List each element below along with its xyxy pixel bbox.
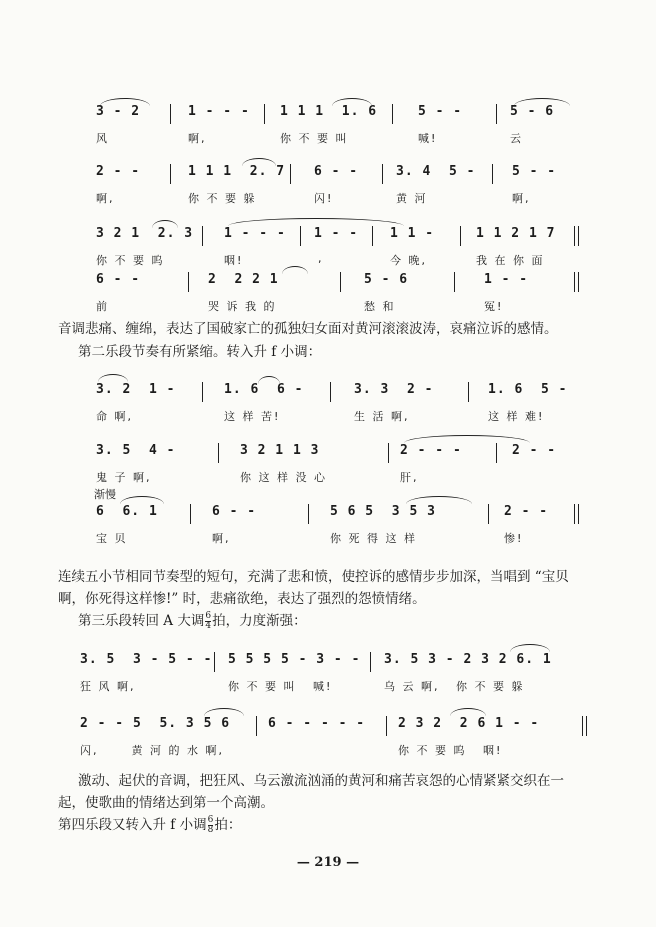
paragraph-text: 第三乐段转回 A 大调 xyxy=(78,613,205,629)
note-group: 1 - - xyxy=(314,226,359,241)
note-group: 3 - 2 xyxy=(96,104,141,119)
bar-line xyxy=(574,226,579,246)
lyric: 你 不 要 躲 xyxy=(188,192,257,205)
note-group: 1 - - - xyxy=(188,104,250,119)
bar-line xyxy=(496,104,497,124)
note-group: 1. 6 6 - xyxy=(224,382,304,397)
note-group: 2 - - xyxy=(504,504,549,519)
note-group: 6 - - xyxy=(212,504,257,519)
lyric: 喊! xyxy=(418,132,438,145)
note-group: 3. 2 1 - xyxy=(96,382,176,397)
paragraph: 激动、起伏的音调，把狂风、乌云激流汹涌的黄河和痛苦哀怨的心情紧紧交织在一 xyxy=(78,773,564,789)
time-signature xyxy=(205,612,211,631)
note-group: 3 2 1 1 3 xyxy=(240,443,320,458)
paragraph: 第二乐段节奏有所紧缩。转入升 f 小调： xyxy=(78,344,322,360)
score-row-2 xyxy=(92,164,582,224)
bar-line xyxy=(574,504,579,524)
lyric: 闪! xyxy=(314,192,334,205)
bar-line xyxy=(218,443,219,463)
score-row-1 xyxy=(92,104,582,164)
score-row-5 xyxy=(92,382,582,442)
note-group: 5 - 6 xyxy=(364,272,409,287)
note-group: 3. 5 3 - 5 - - xyxy=(80,652,213,667)
note-group: 3. 3 2 - xyxy=(354,382,434,397)
paragraph xyxy=(58,814,598,836)
bar-line xyxy=(388,443,389,463)
paragraph xyxy=(78,610,618,632)
note-group: 2 - - - xyxy=(400,443,462,458)
note-group: 3 2 1 2. 3 xyxy=(96,226,194,241)
time-signature-bottom: 8 xyxy=(207,825,214,835)
score-row-7 xyxy=(92,504,582,564)
note-group: 5 5 5 5 - 3 - - xyxy=(228,652,361,667)
lyric: 我 在 你 面 xyxy=(476,254,545,267)
note-group: 1 1 2 1 7 xyxy=(476,226,556,241)
score-row-9 xyxy=(80,716,590,776)
lyric: 狂 风 啊, xyxy=(80,680,136,693)
bar-line xyxy=(340,272,341,292)
page-number: — 219 — xyxy=(296,855,360,870)
note-group: 1 - - - xyxy=(224,226,286,241)
lyric: 风 xyxy=(96,132,109,145)
lyric: 命 啊, xyxy=(96,410,133,423)
paragraph-text: 第四乐段又转入升 f 小调 xyxy=(58,817,207,833)
lyric: 啊, xyxy=(212,532,231,545)
note-group: 2 - - 5 5. 3 5 6 xyxy=(80,716,231,731)
bar-line xyxy=(290,164,291,184)
note-group: 5 - 6 xyxy=(510,104,555,119)
note-group: 3. 5 3 - 2 3 2 6. 1 xyxy=(384,652,552,667)
bar-line xyxy=(170,104,171,124)
tempo-marking: 渐慢 xyxy=(94,488,116,501)
note-group: 6 - - xyxy=(96,272,141,287)
bar-line xyxy=(188,272,189,292)
bar-line xyxy=(468,382,469,402)
note-group: 5 6 5 3 5 3 xyxy=(330,504,436,519)
lyric: , xyxy=(318,252,324,265)
paragraph: 连续五小节相同节奏型的短句，充满了悲和愤，使控诉的感情步步加深，当唱到 “宝贝 xyxy=(58,569,569,585)
lyric: 愁 和 xyxy=(364,300,396,313)
bar-line xyxy=(202,382,203,402)
lyric: 你 不 要 呜 xyxy=(96,254,165,267)
bar-line xyxy=(460,226,461,246)
note-group: 2 3 2 2 6 1 - - xyxy=(398,716,540,731)
bar-line xyxy=(454,272,455,292)
bar-line xyxy=(308,504,309,524)
lyric: 你 死 得 这 样 xyxy=(330,532,417,545)
paragraph: 音调悲痛、缠绵，表达了国破家亡的孤独妇女面对黄河滚滚波涛，哀痛泣诉的感情。 xyxy=(58,321,558,337)
lyric: 你 不 要 叫 喊! xyxy=(228,680,333,693)
slur xyxy=(510,644,550,652)
lyric: 今 晚, xyxy=(390,254,427,267)
bar-line xyxy=(370,652,371,672)
note-group: 2 - - xyxy=(96,164,141,179)
note-group: 6 6. 1 xyxy=(96,504,158,519)
bar-line xyxy=(300,226,301,246)
bar-line xyxy=(372,226,373,246)
bar-line xyxy=(382,164,383,184)
bar-line xyxy=(170,164,171,184)
bar-line xyxy=(330,382,331,402)
lyric: 闪, 黄 河 的 水 啊, xyxy=(80,744,224,757)
bar-line xyxy=(392,104,393,124)
note-group: 2 - - xyxy=(512,443,557,458)
lyric: 前 xyxy=(96,300,109,313)
slur xyxy=(258,376,280,384)
bar-line xyxy=(574,272,579,292)
lyric: 乌 云 啊, 你 不 要 躲 xyxy=(384,680,525,693)
lyric: 宝 贝 xyxy=(96,532,128,545)
lyric: 这 样 难! xyxy=(488,410,545,423)
note-group: 3. 5 4 - xyxy=(96,443,176,458)
note-group: 5 - - xyxy=(418,104,463,119)
note-group: 5 - - xyxy=(512,164,557,179)
time-signature-top: 6 xyxy=(207,815,214,825)
note-group: 1 1 1 2. 7 xyxy=(188,164,286,179)
paragraph-text: 拍： xyxy=(214,817,242,833)
note-group: 6 - - - - - xyxy=(268,716,366,731)
bar-line xyxy=(202,226,203,246)
slur xyxy=(514,98,570,106)
lyric: 黄 河 xyxy=(396,192,428,205)
paragraph: 起，使歌曲的情绪达到第一个高潮。 xyxy=(58,795,274,811)
bar-line xyxy=(492,164,493,184)
score-row-8 xyxy=(80,652,590,712)
lyric: 啊, xyxy=(188,132,207,145)
time-signature-bottom: 4 xyxy=(205,621,212,631)
paragraph-text: 拍，力度渐强： xyxy=(212,613,307,629)
bar-line xyxy=(496,443,497,463)
note-group: 1 - - xyxy=(484,272,529,287)
paragraph: 啊，你死得这样惨!” 时，悲痛欲绝，表达了强烈的怨愤情绪。 xyxy=(58,591,426,607)
note-group: 2 2 2 1 xyxy=(208,272,279,287)
lyric: 冤! xyxy=(484,300,504,313)
lyric: 你 这 样 没 心 xyxy=(240,471,327,484)
lyric: 啊, xyxy=(96,192,115,205)
time-signature xyxy=(208,816,214,835)
bar-line xyxy=(214,652,215,672)
lyric: 鬼 子 啊, xyxy=(96,471,152,484)
slur xyxy=(332,98,372,106)
lyric: 惨! xyxy=(504,532,524,545)
note-group: 1 1 1 1. 6 xyxy=(280,104,378,119)
score-row-6 xyxy=(92,443,582,503)
lyric: 你 不 要 呜 咽! xyxy=(398,744,503,757)
note-group: 6 - - xyxy=(314,164,359,179)
lyric: 哭 诉 我 的 xyxy=(208,300,277,313)
lyric: 生 活 啊, xyxy=(354,410,410,423)
bar-line xyxy=(488,504,489,524)
note-group: 1. 6 5 - xyxy=(488,382,568,397)
slur xyxy=(100,98,150,106)
lyric: 啊, xyxy=(512,192,531,205)
time-signature-top: 6 xyxy=(205,611,212,621)
bar-line xyxy=(190,504,191,524)
lyric: 肝, xyxy=(400,471,419,484)
bar-line xyxy=(582,716,587,736)
lyric: 这 样 苦! xyxy=(224,410,281,423)
lyric: 你 不 要 叫 xyxy=(280,132,349,145)
note-group: 1 1 - xyxy=(390,226,435,241)
bar-line xyxy=(264,104,265,124)
bar-line xyxy=(256,716,257,736)
note-group: 3. 4 5 - xyxy=(396,164,476,179)
lyric: 咽! xyxy=(224,254,244,267)
bar-line xyxy=(386,716,387,736)
slur xyxy=(98,374,128,382)
lyric: 云 xyxy=(510,132,523,145)
